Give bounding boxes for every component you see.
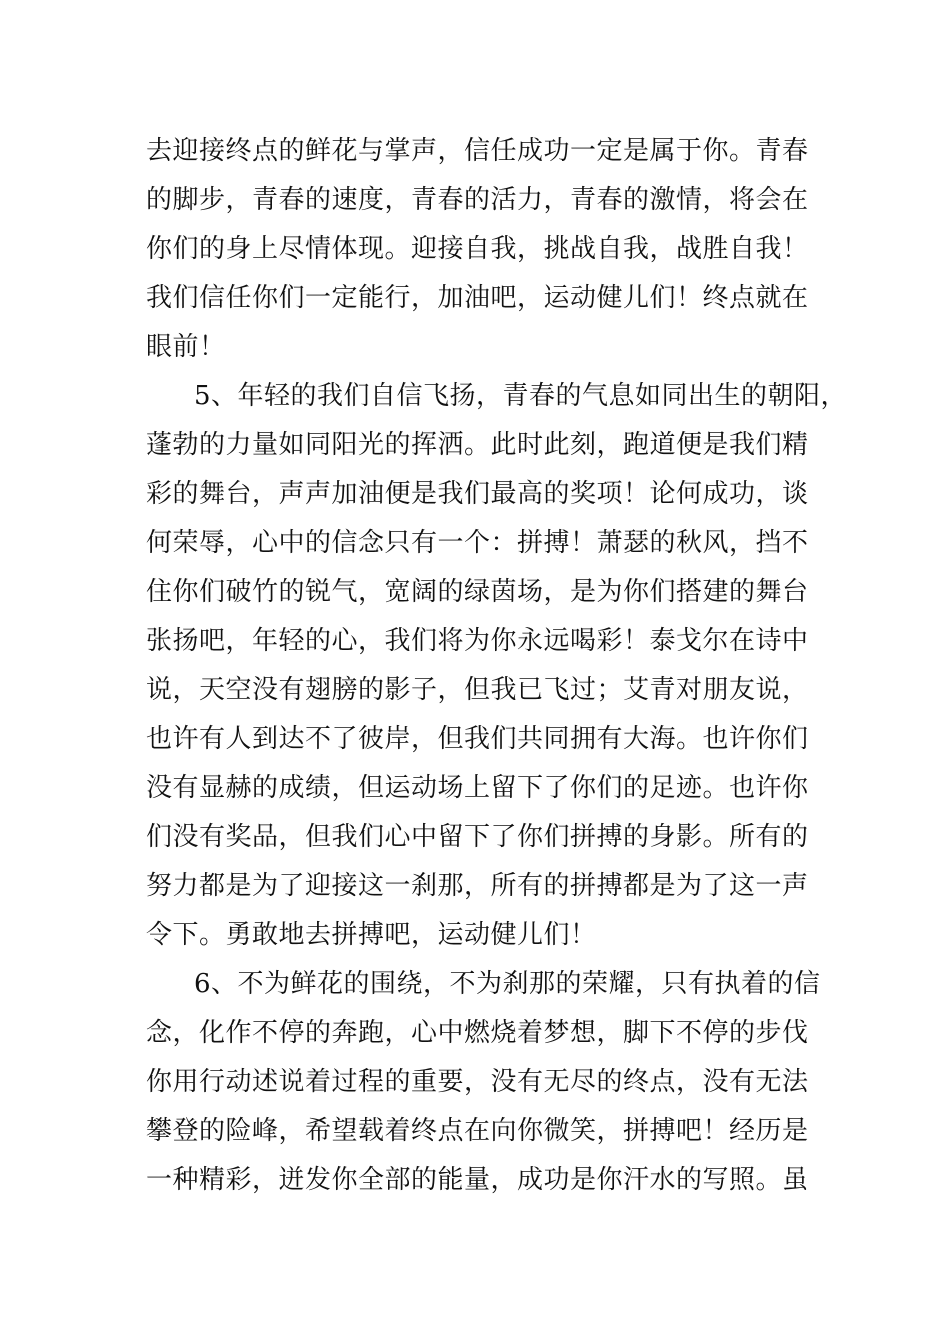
paragraph-start-line: 6、不为鲜花的围绕，不为刹那的荣耀，只有执着的信	[194, 969, 821, 999]
text-line: 蓬勃的力量如同阳光的挥洒。此时此刻，跑道便是我们精	[146, 430, 809, 460]
text-line: 努力都是为了迎接这一刹那，所有的拼搏都是为了这一声	[146, 871, 809, 901]
paragraph-start-line: 5、年轻的我们自信飞扬，青春的气息如同出生的朝阳，	[194, 381, 848, 411]
text-line: 去迎接终点的鲜花与掌声，信任成功一定是属于你。青春	[146, 136, 809, 166]
text-line: 念，化作不停的奔跑，心中燃烧着梦想，脚下不停的步伐	[146, 1018, 809, 1048]
text-line: 们没有奖品，但我们心中留下了你们拼搏的身影。所有的	[146, 822, 809, 852]
text-line: 张扬吧，年轻的心，我们将为你永远喝彩！泰戈尔在诗中	[146, 626, 809, 656]
text-line: 令下。勇敢地去拼搏吧，运动健儿们！	[146, 920, 597, 950]
text-line: 没有显赫的成绩，但运动场上留下了你们的足迹。也许你	[146, 773, 809, 803]
document-body	[146, 127, 848, 1205]
text-line: 攀登的险峰，希望载着终点在向你微笑，拼搏吧！经历是	[146, 1116, 809, 1146]
text-line: 你们的身上尽情体现。迎接自我，挑战自我，战胜自我！	[146, 234, 809, 264]
text-line: 我们信任你们一定能行，加油吧，运动健儿们！终点就在	[146, 283, 809, 313]
text-line: 一种精彩，迸发你全部的能量，成功是你汗水的写照。虽	[146, 1165, 809, 1195]
text-line: 住你们破竹的锐气，宽阔的绿茵场，是为你们搭建的舞台	[146, 577, 809, 607]
text-line: 说，天空没有翅膀的影子，但我已飞过；艾青对朋友说，	[146, 675, 809, 705]
text-line: 眼前！	[146, 332, 226, 362]
text-line: 何荣辱，心中的信念只有一个：拼搏！萧瑟的秋风，挡不	[146, 528, 809, 558]
text-line: 的脚步，青春的速度，青春的活力，青春的激情，将会在	[146, 185, 809, 215]
text-line: 也许有人到达不了彼岸，但我们共同拥有大海。也许你们	[146, 724, 809, 754]
text-line: 彩的舞台，声声加油便是我们最高的奖项！论何成功，谈	[146, 479, 809, 509]
text-line: 你用行动述说着过程的重要，没有无尽的终点，没有无法	[146, 1067, 809, 1097]
